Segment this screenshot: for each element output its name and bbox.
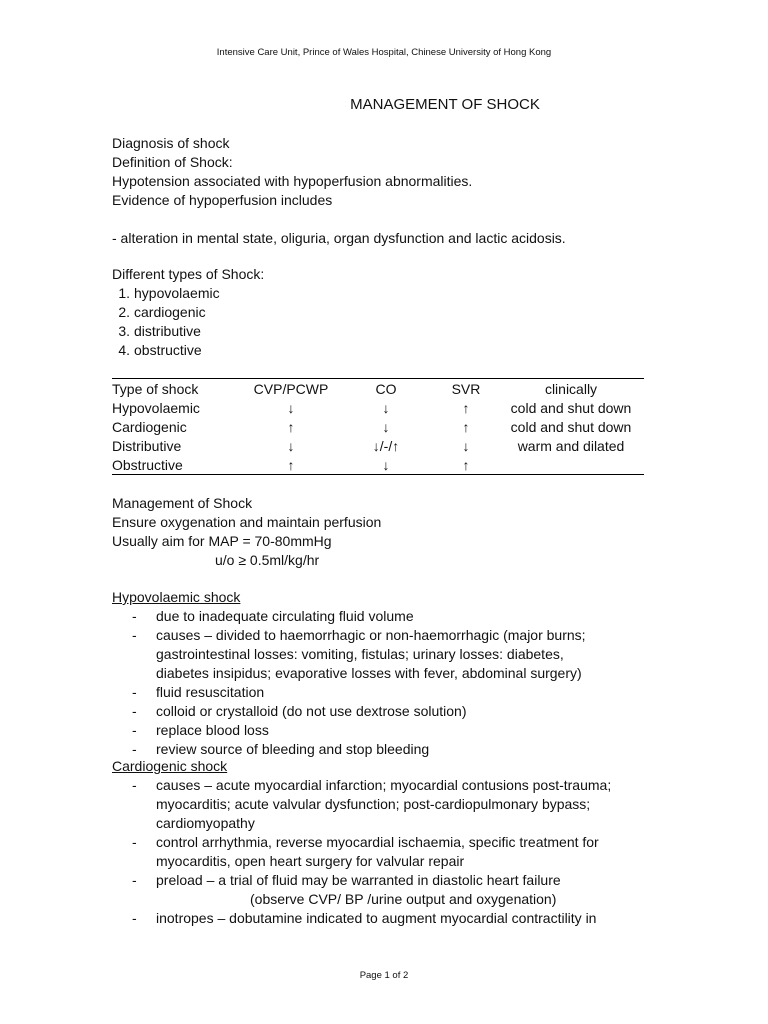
list-item: 2. cardiogenic [118,304,206,320]
list-item: 4. obstructive [118,342,202,358]
page-footer: Page 1 of 2 [359,970,409,981]
types-list [112,284,264,360]
list-item: - colloid or crystalloid (do not use dextrose solution) [132,703,467,719]
evidence-line: - alteration in mental state, oliguria, organ dysfunction and lactic acidosis. [112,230,566,246]
table-row [112,417,644,436]
table-cell: ↑ [462,418,470,435]
list-item: - causes – divided to haemorrhagic or non-haemorrhagic (major burns; gastrointestinal losses: vomiting, fistulas; urinary losses: diabetes, diabetes insipidus; evaporative losses with fever, abdominal surgery) [132,627,586,681]
list-item: - inotropes – dobutamine indicated to augment myocardial contractility in [132,910,597,926]
cardiogenic-section [112,757,611,928]
diagnosis-line: Definition of Shock: [112,154,233,170]
list-item: - control arrhythmia, reverse myocardial ischaemia, specific treatment for myocarditis, open heart surgery for valvular repair [132,834,599,869]
diagnosis-heading: Diagnosis of shock [112,135,230,151]
table-cell: warm and dilated [517,437,625,454]
column-header: Type of shock [112,380,199,397]
table-cell: Cardiogenic [112,418,187,435]
table-cell: Distributive [112,437,182,454]
table-header-row [112,379,644,399]
list-item: 3. distributive [118,323,201,339]
list-item: - due to inadequate circulating fluid volume [132,608,414,624]
list-item: 1. hypovolaemic [118,285,220,301]
list-item: - replace blood loss [132,722,269,738]
column-header: CO [375,380,397,397]
cardiogenic-heading: Cardiogenic shock [112,758,228,774]
management-line: Usually aim for MAP = 70-80mmHg [112,533,332,549]
page-header: Intensive Care Unit, Prince of Wales Hospital, Chinese University of Hong Kong [216,47,552,58]
cardiogenic-list [112,776,611,928]
table-cell: ↓ [382,399,390,416]
column-header: SVR [451,380,481,397]
table-row [112,436,644,455]
hypovolaemic-list [112,607,586,759]
list-item: - preload – a trial of fluid may be warranted in diastolic heart failure (observe CVP/ BP /urine output and oxygenation) [132,872,561,907]
list-item: - review source of bleeding and stop bleeding [132,741,430,757]
table-cell: ↓/-/↑ [372,437,400,454]
column-header: clinically [544,380,598,397]
table-cell [498,455,644,475]
table-cell: ↓ [287,399,295,416]
table-cell: ↓ [287,437,295,454]
shock-types-table [112,378,644,475]
types-heading: Different types of Shock: [112,266,265,282]
table-row [112,398,644,417]
table-cell: Hypovolaemic [112,399,200,416]
table-cell: ↑ [462,399,470,416]
table-cell: ↓ [382,456,390,473]
diagnosis-section [112,134,566,248]
management-line: u/o ≥ 0.5ml/kg/hr [215,552,320,568]
table-row [112,455,644,475]
table-cell: ↑ [462,456,470,473]
diagnosis-line: Evidence of hypoperfusion includes [112,192,333,208]
management-line: Ensure oxygenation and maintain perfusion [112,514,382,530]
hypovolaemic-section [112,588,586,759]
table-cell: ↑ [287,456,295,473]
column-header: CVP/PCWP [253,380,329,397]
table-cell: ↓ [382,418,390,435]
table-cell: ↑ [287,418,295,435]
hypovolaemic-heading: Hypovolaemic shock [112,589,241,605]
table-cell: cold and shut down [510,418,632,435]
management-heading: Management of Shock [112,495,253,511]
management-section [112,494,381,570]
page-title: MANAGEMENT OF SHOCK [350,96,540,113]
list-item: - fluid resuscitation [132,684,265,700]
types-section [112,265,264,360]
table-cell: Obstructive [112,456,183,473]
list-item: - causes – acute myocardial infarction; myocardial contusions post-trauma; myocarditis; acute valvular dysfunction; post-cardiopulmonary bypass; cardiomyopathy [132,777,612,831]
diagnosis-line: Hypotension associated with hypoperfusion abnormalities. [112,173,473,189]
table-cell: ↓ [462,437,470,454]
table-cell: cold and shut down [510,399,632,416]
